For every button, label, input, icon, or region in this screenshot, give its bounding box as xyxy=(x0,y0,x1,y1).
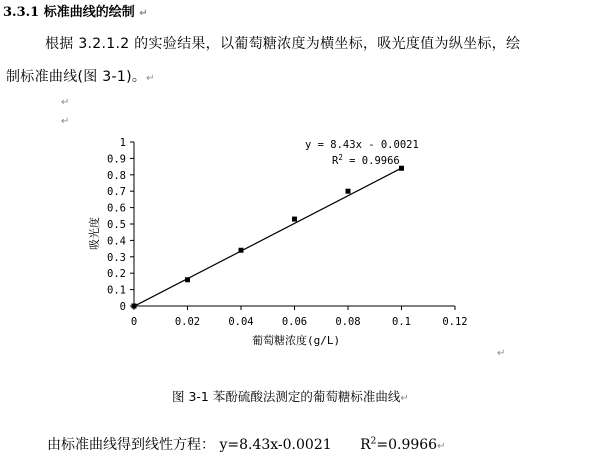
data-point xyxy=(292,217,297,222)
y-tick-label: 0.4 xyxy=(107,235,126,248)
data-point xyxy=(399,166,404,171)
section-number: 3.3.1 xyxy=(3,5,40,20)
y-tick-label: 0.3 xyxy=(107,251,126,264)
x-tick-label: 0.1 xyxy=(392,316,411,328)
x-tick-label: 0.04 xyxy=(228,316,254,328)
figure-caption-text: 图 3-1 苯酚硫酸法测定的葡萄糖标准曲线 xyxy=(172,389,401,404)
y-axis-title: 吸光度 xyxy=(88,217,101,250)
paragraph-mark: ↵ xyxy=(61,97,70,108)
y-tick-label: 0.8 xyxy=(107,169,126,182)
paragraph-mark: ↵ xyxy=(497,348,506,359)
paragraph-mark: ↵ xyxy=(139,8,148,19)
paragraph-mark: ↵ xyxy=(146,73,155,84)
paragraph-mark: ↵ xyxy=(437,441,446,452)
x-tick-label: 0.02 xyxy=(174,316,201,328)
y-tick-label: 0.9 xyxy=(107,153,126,166)
chart-equation-annotation: y = 8.43x - 0.0021 xyxy=(305,139,419,151)
paragraph-line-2 xyxy=(6,66,155,86)
equation-prefix: 由标准曲线得到线性方程： xyxy=(47,437,215,453)
paragraph-line-1-text: 根据 3.2.1.2 的实验结果，以葡萄糖浓度为横坐标，吸光度值为纵坐标，绘 xyxy=(45,36,521,52)
r-squared: $R^2=0.9966$ xyxy=(360,436,438,453)
y-tick-label: 0.5 xyxy=(107,219,126,231)
data-point xyxy=(346,189,351,194)
x-tick-label: 0.12 xyxy=(442,316,468,328)
data-point xyxy=(185,277,190,282)
paragraph-line-1 xyxy=(45,33,520,53)
paragraph-line-2-text: 制标准曲线(图 3-1)。 xyxy=(6,69,147,85)
y-tick-label: 0.2 xyxy=(107,268,126,281)
y-tick-label: 0.1 xyxy=(107,284,126,297)
chart-r2-annotation: $R^2 = 0.9966$ xyxy=(332,153,400,167)
data-point xyxy=(132,304,137,309)
y-tick-label: 0.7 xyxy=(107,186,126,199)
y-tick-label: 1 xyxy=(119,137,126,149)
trendline xyxy=(134,168,402,306)
equation-sentence xyxy=(47,434,445,454)
paragraph-mark: ↵ xyxy=(61,116,70,127)
x-tick-label: 0.08 xyxy=(335,316,361,328)
y-tick-label: 0 xyxy=(119,301,126,313)
x-tick-label: 0 xyxy=(130,316,138,328)
data-point xyxy=(239,248,244,253)
section-title: 标准曲线的绘制 xyxy=(43,5,135,20)
paragraph-mark: ↵ xyxy=(400,393,409,404)
x-axis-title: 葡萄糖浓度(g/L) xyxy=(252,334,341,347)
x-tick-label: 0.06 xyxy=(281,316,308,328)
y-tick-label: 0.6 xyxy=(107,202,126,215)
section-heading xyxy=(3,1,148,20)
linear-equation: y=8.43x-0.0021 xyxy=(219,437,332,453)
figure-caption xyxy=(172,387,409,405)
